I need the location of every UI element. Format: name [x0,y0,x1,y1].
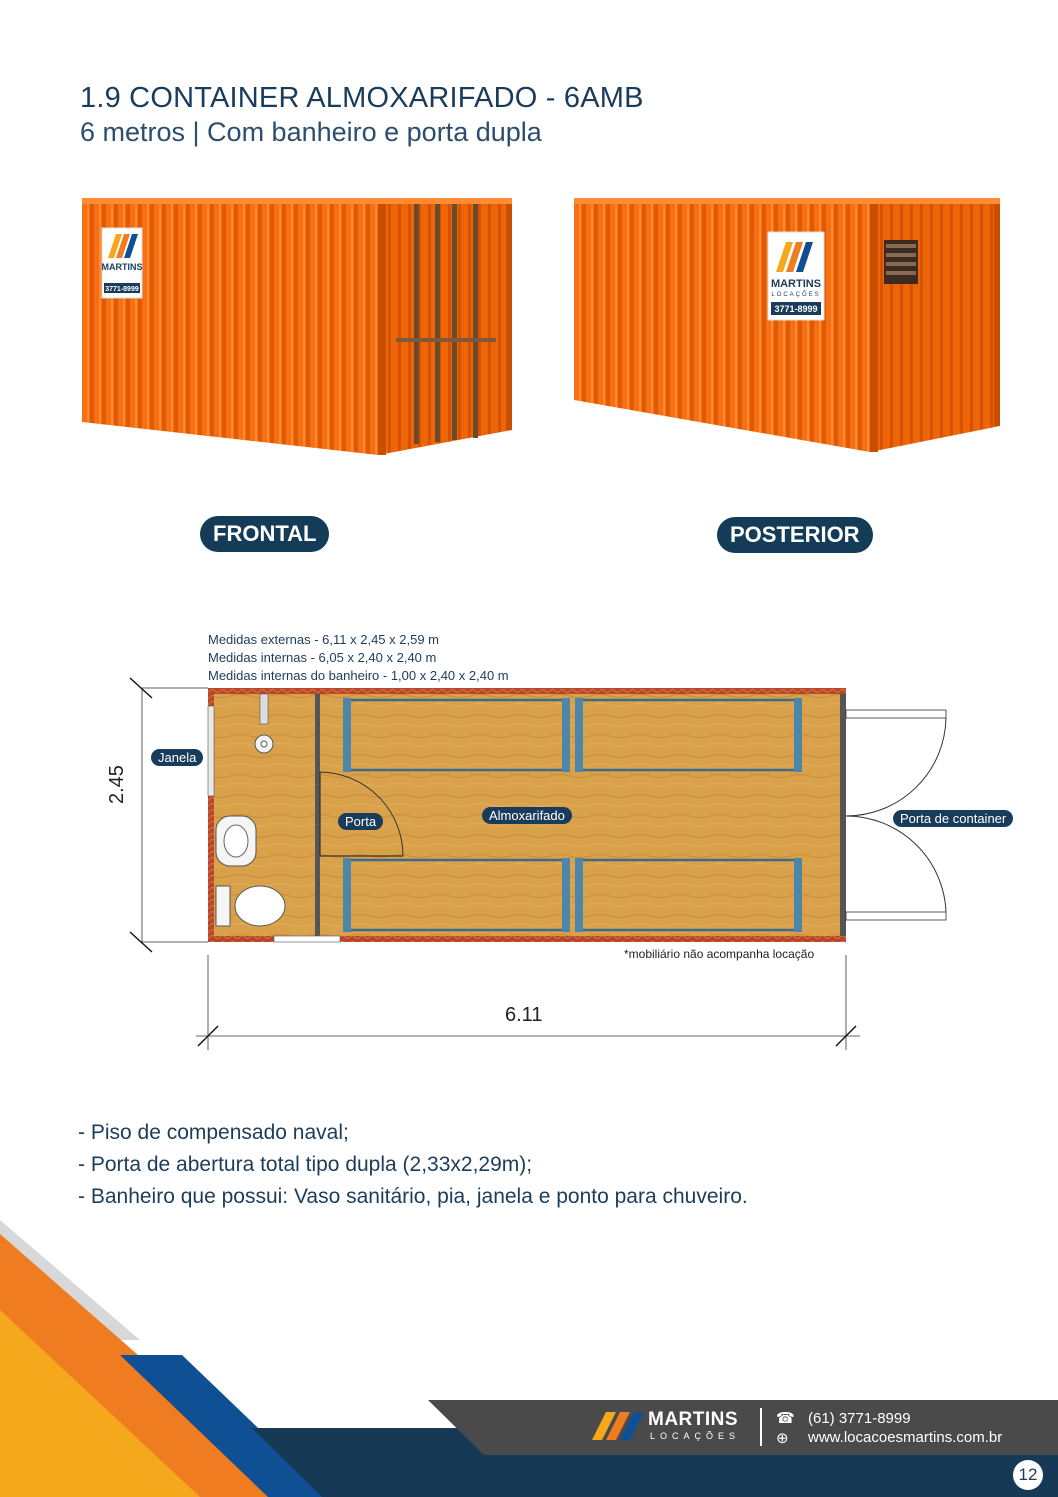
feature-item: - Piso de compensado naval; [78,1121,349,1144]
vent-grille [884,240,918,284]
container-door-label: Porta de container [893,810,1013,827]
floor-plan [110,670,960,1060]
martins-logo-icon [592,1410,646,1442]
martins-sign-front [102,228,143,298]
footer-divider [760,1408,762,1446]
container-front-image [78,190,518,460]
container-back-image [570,190,1010,460]
globe-icon: ⊕ [776,1429,789,1447]
feature-item: - Banheiro que possui: Vaso sanitário, pia, janela e ponto para chuveiro. [78,1185,748,1208]
phone-icon: ☎ [776,1409,795,1427]
martins-sign-back [768,232,824,320]
frontal-label: FRONTAL [200,516,329,552]
page-title: 1.9 CONTAINER ALMOXARIFADO - 6AMB [80,82,644,114]
storage-label: Almoxarifado [482,807,572,824]
measure-external: Medidas externas - 6,11 x 2,45 x 2,59 m [208,632,439,647]
page-subtitle: 6 metros | Com banheiro e porta dupla [80,117,542,147]
measure-internal: Medidas internas - 6,05 x 2,40 x 2,40 m [208,650,437,665]
sign-sub-text: LOCAÇÕES [771,292,821,298]
measure-bathroom: Medidas internas do banheiro - 1,00 x 2,40 x 2,40 m [208,668,509,683]
furniture-note: *mobiliário não acompanha locação [624,947,815,961]
footer-phone: (61) 3771-8999 [808,1410,911,1427]
door-label: Porta [338,813,383,830]
footer-website[interactable]: www.locacoesmartins.com.br [808,1429,1003,1446]
page-number: 12 [1013,1460,1043,1490]
sign-phone-text: 3771-8999 [774,304,818,314]
width-dimension: 6.11 [505,1004,543,1026]
posterior-label: POSTERIOR [717,517,873,553]
sign-phone-text: 3771-8999 [105,286,139,293]
window-label: Janela [151,749,203,766]
sign-brand-text: MARTINS [101,262,143,272]
footer-brand-sub: LOCAÇÕES [650,1431,741,1441]
feature-item: - Porta de abertura total tipo dupla (2,33x2,29m); [78,1153,533,1176]
height-dimension: 2.45 [106,765,128,804]
sign-brand-text: MARTINS [770,278,822,290]
decorative-corner [0,1200,1058,1497]
footer-brand: MARTINS [648,1409,739,1430]
